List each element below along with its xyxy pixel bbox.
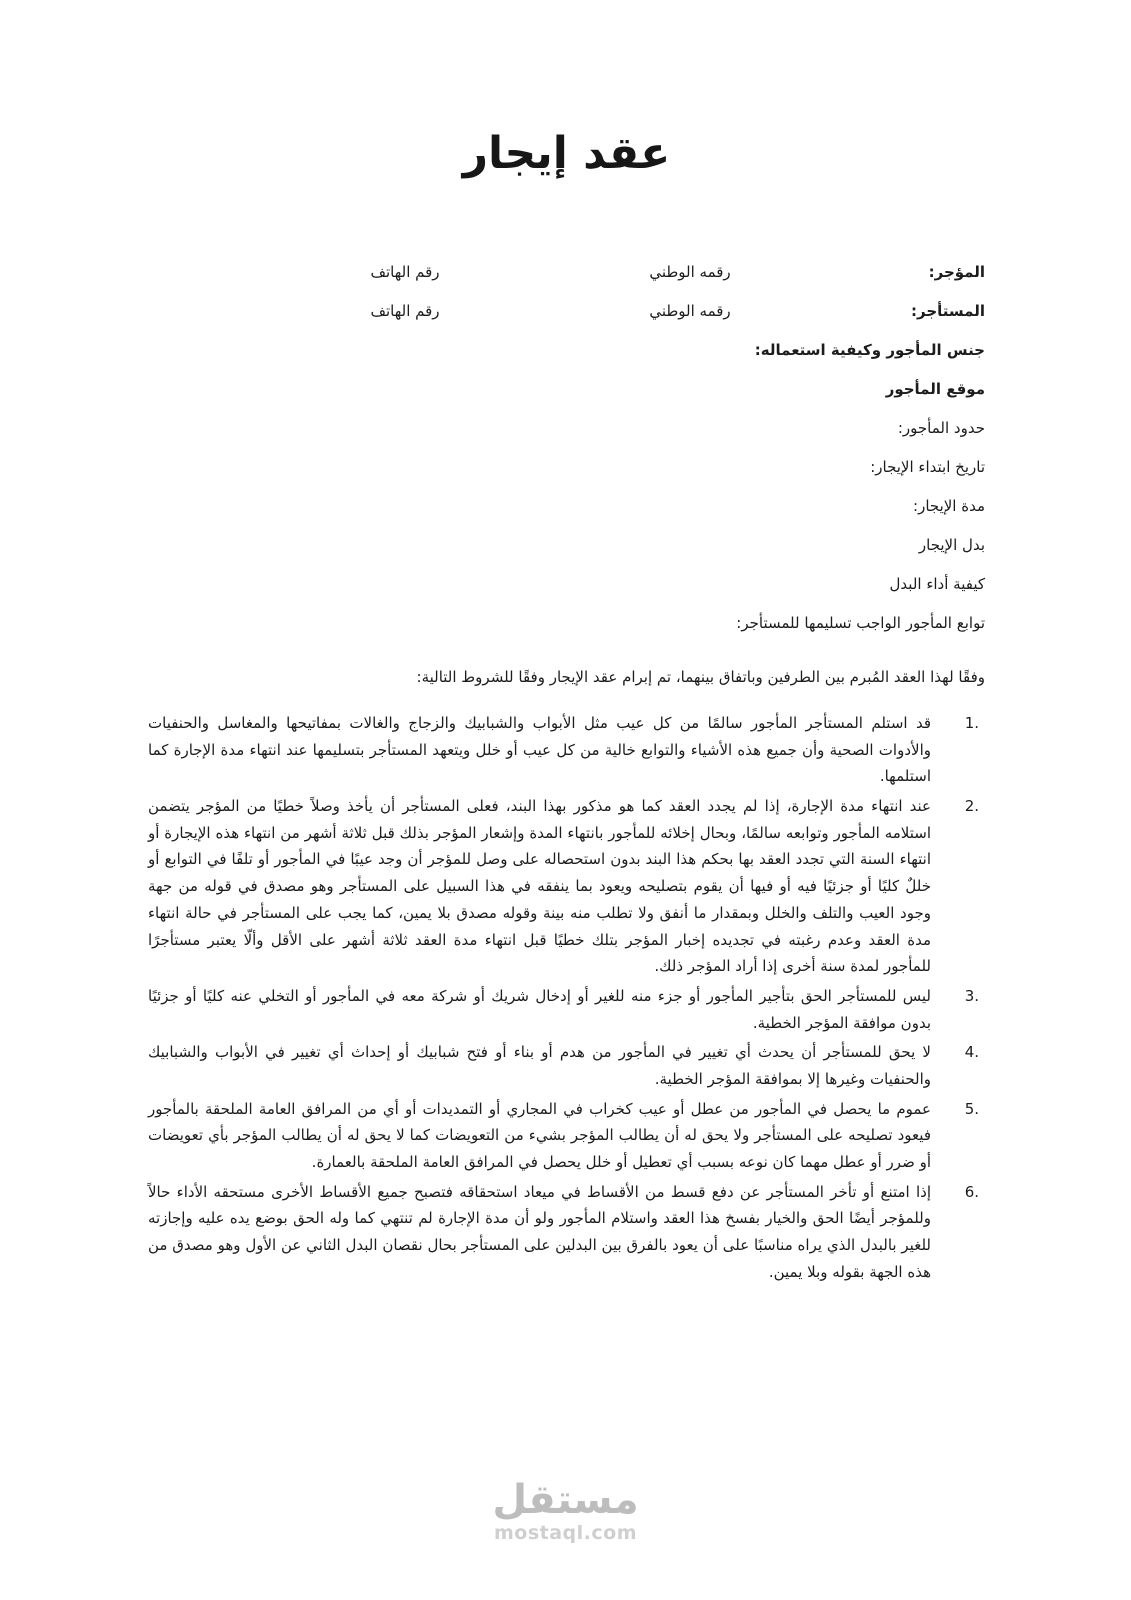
term-number: 6.: [964, 1182, 979, 1201]
term-number: 1.: [964, 714, 979, 732]
term-number: 3.: [964, 986, 979, 1005]
contract-title: عقد إيجار: [462, 128, 671, 179]
field-rent-amount: بدل الإيجار: [918, 536, 985, 554]
field-leased-location: موقع المأجور: [885, 380, 985, 398]
term-text: قد استلم المستأجر المأجور سالمًا من كل عيب مثل الأبواب والشبابيك والزجاج والغالات بمفاتيحها والمغاسل والحنفيات والأدوات الصحية وأن جميع هذه الأشياء والتوابع خالية من كل عيب أو خلل ويتعهد المستأجر بتسليمها عند انتهاء مدة الإجارة كما استلمها.: [148, 714, 931, 786]
term-item-1: [148, 710, 985, 790]
term-item-6: [148, 1179, 985, 1286]
lessee-phone-label: رقم الهاتف: [370, 302, 440, 320]
term-number: 5.: [964, 1099, 979, 1118]
parties-section: [148, 263, 985, 320]
term-number: 4.: [964, 1043, 979, 1062]
fields-section: [148, 341, 985, 632]
watermark-logo: مستقل: [492, 1477, 639, 1523]
field-leased-type: جنس المأجور وكيفية استعماله:: [754, 341, 985, 359]
field-lease-duration: مدة الإيجار:: [913, 497, 985, 515]
watermark: [0, 1478, 1131, 1544]
term-text: إذا امتنع أو تأخر المستأجر عن دفع قسط من الأقساط في ميعاد استحقاقه فتصبح جميع الأقساط الأخرى مستحقه الأداء حالاً وللمؤجر أيضًا الحق والخيار بفسخ هذا العقد واستلام المأجور ولو أن مدة الإجارة لم تنتهي كما وله الحق بوضع يده عليه وإجازته للغير بالبدل الذي يراه مناسبًا على أن يعود بالفرق بين البدلين على المستأجر بحال نقصان البدل الثاني عن الأول وهو مصدق من هذه الجهة بقوله وبلا يمين.: [148, 1182, 931, 1281]
term-text: عموم ما يحصل في المأجور من عطل أو عيب كخراب في المجاري أو التمديدات أو أي من المرافق العامة الملحقة بالمأجور فيعود تصليحه على المستأجر ولا يحق له أن يطالب المؤجر بشيء من التعويضات كما لا يحق له أن يطالب المؤجر بأي تعويضات أو ضرر أو عطل مهما كان نوعه بسبب أي تعطيل أو خلل يحصل في المرافق العامة الملحقة بالعمارة.: [148, 1099, 931, 1171]
terms-list: [148, 710, 985, 1285]
field-leased-appurtenances: توابع المأجور الواجب تسليمها للمستأجر:: [736, 614, 985, 632]
lessee-national-id-label: رقمه الوطني: [649, 302, 731, 320]
intro-paragraph: وفقًا لهذا العقد المُبرم بين الطرفين وباتفاق بينهما، تم إبرام عقد الإيجار وفقًا للشروط التالية:: [416, 668, 985, 686]
term-text: لا يحق للمستأجر أن يحدث أي تغيير في المأجور من هدم أو بناء أو فتح شبابيك أو إحداث أي تغيير في الأبواب والشبابيك والحنفيات وغيرها إلا بموافقة المؤجر الخطية.: [148, 1043, 931, 1088]
term-item-3: [148, 983, 985, 1036]
field-rent-payment-method: كيفية أداء البدل: [889, 575, 985, 593]
term-item-4: [148, 1039, 985, 1092]
lessee-row: [148, 302, 985, 320]
term-text: ليس للمستأجر الحق بتأجير المأجور أو جزء منه للغير أو إدخال شريك أو شركة معه في المأجور أو التخلي عنه كليًا أو جزئيًا بدون موافقة المؤجر الخطية.: [148, 986, 931, 1032]
lessee-label: المستأجر:: [911, 302, 985, 320]
lessor-label: المؤجر:: [928, 263, 985, 281]
lessor-row: [148, 263, 985, 281]
term-text: عند انتهاء مدة الإجارة، إذا لم يجدد العقد كما هو مذكور بهذا البند، فعلى المستأجر أن يأخذ وصلاً خطيًا من المؤجر يتضمن استلامه المأجور وتوابعه سالمًا، وبحال إخلائه للمأجور بانتهاء المدة وإشعار المؤجر بذلك قبل ثلاثة أشهر من انتهاء هذه الإيجارة أو انتهاء السنة التي تجدد العقد بها بحكم هذا البند بدون استحصاله على وصل للمؤجر أن وجد عيبًا في المأجور أو تلفًا في التوابع أو خللٌ كليًا أو جزئيًا فيه أو فيها أن يقوم بتصليحه ويعود بما ينفقه في هذا السبيل على المستأجر وهو مصدق في قوله من جهة وجود العيب والتلف والخلل وبمقدار ما أنفق ولا تطلب منه بينة وقوله مصدق بلا يمين، كما يجب على المستأجر في حالة انتهاء مدة العقد وعدم رغبته في تجديده إخبار المؤجر بتلك خطيًا قبل انتهاء مدة العقد ثلاثة أشهر على الأقل وألّا يعتبر مستأجرًا للمأجور لمدة سنة أخرى إذا أراد المؤجر ذلك.: [148, 797, 931, 976]
field-lease-start-date: تاريخ ابتداء الإيجار:: [870, 458, 985, 476]
watermark-url: mostaql.com: [493, 1522, 637, 1544]
term-number: 2.: [964, 797, 979, 816]
lessor-phone-label: رقم الهاتف: [370, 263, 440, 281]
term-item-5: [148, 1096, 985, 1176]
field-leased-boundaries: حدود المأجور:: [897, 419, 985, 437]
lessor-national-id-label: رقمه الوطني: [649, 263, 731, 281]
term-item-2: [148, 793, 985, 980]
